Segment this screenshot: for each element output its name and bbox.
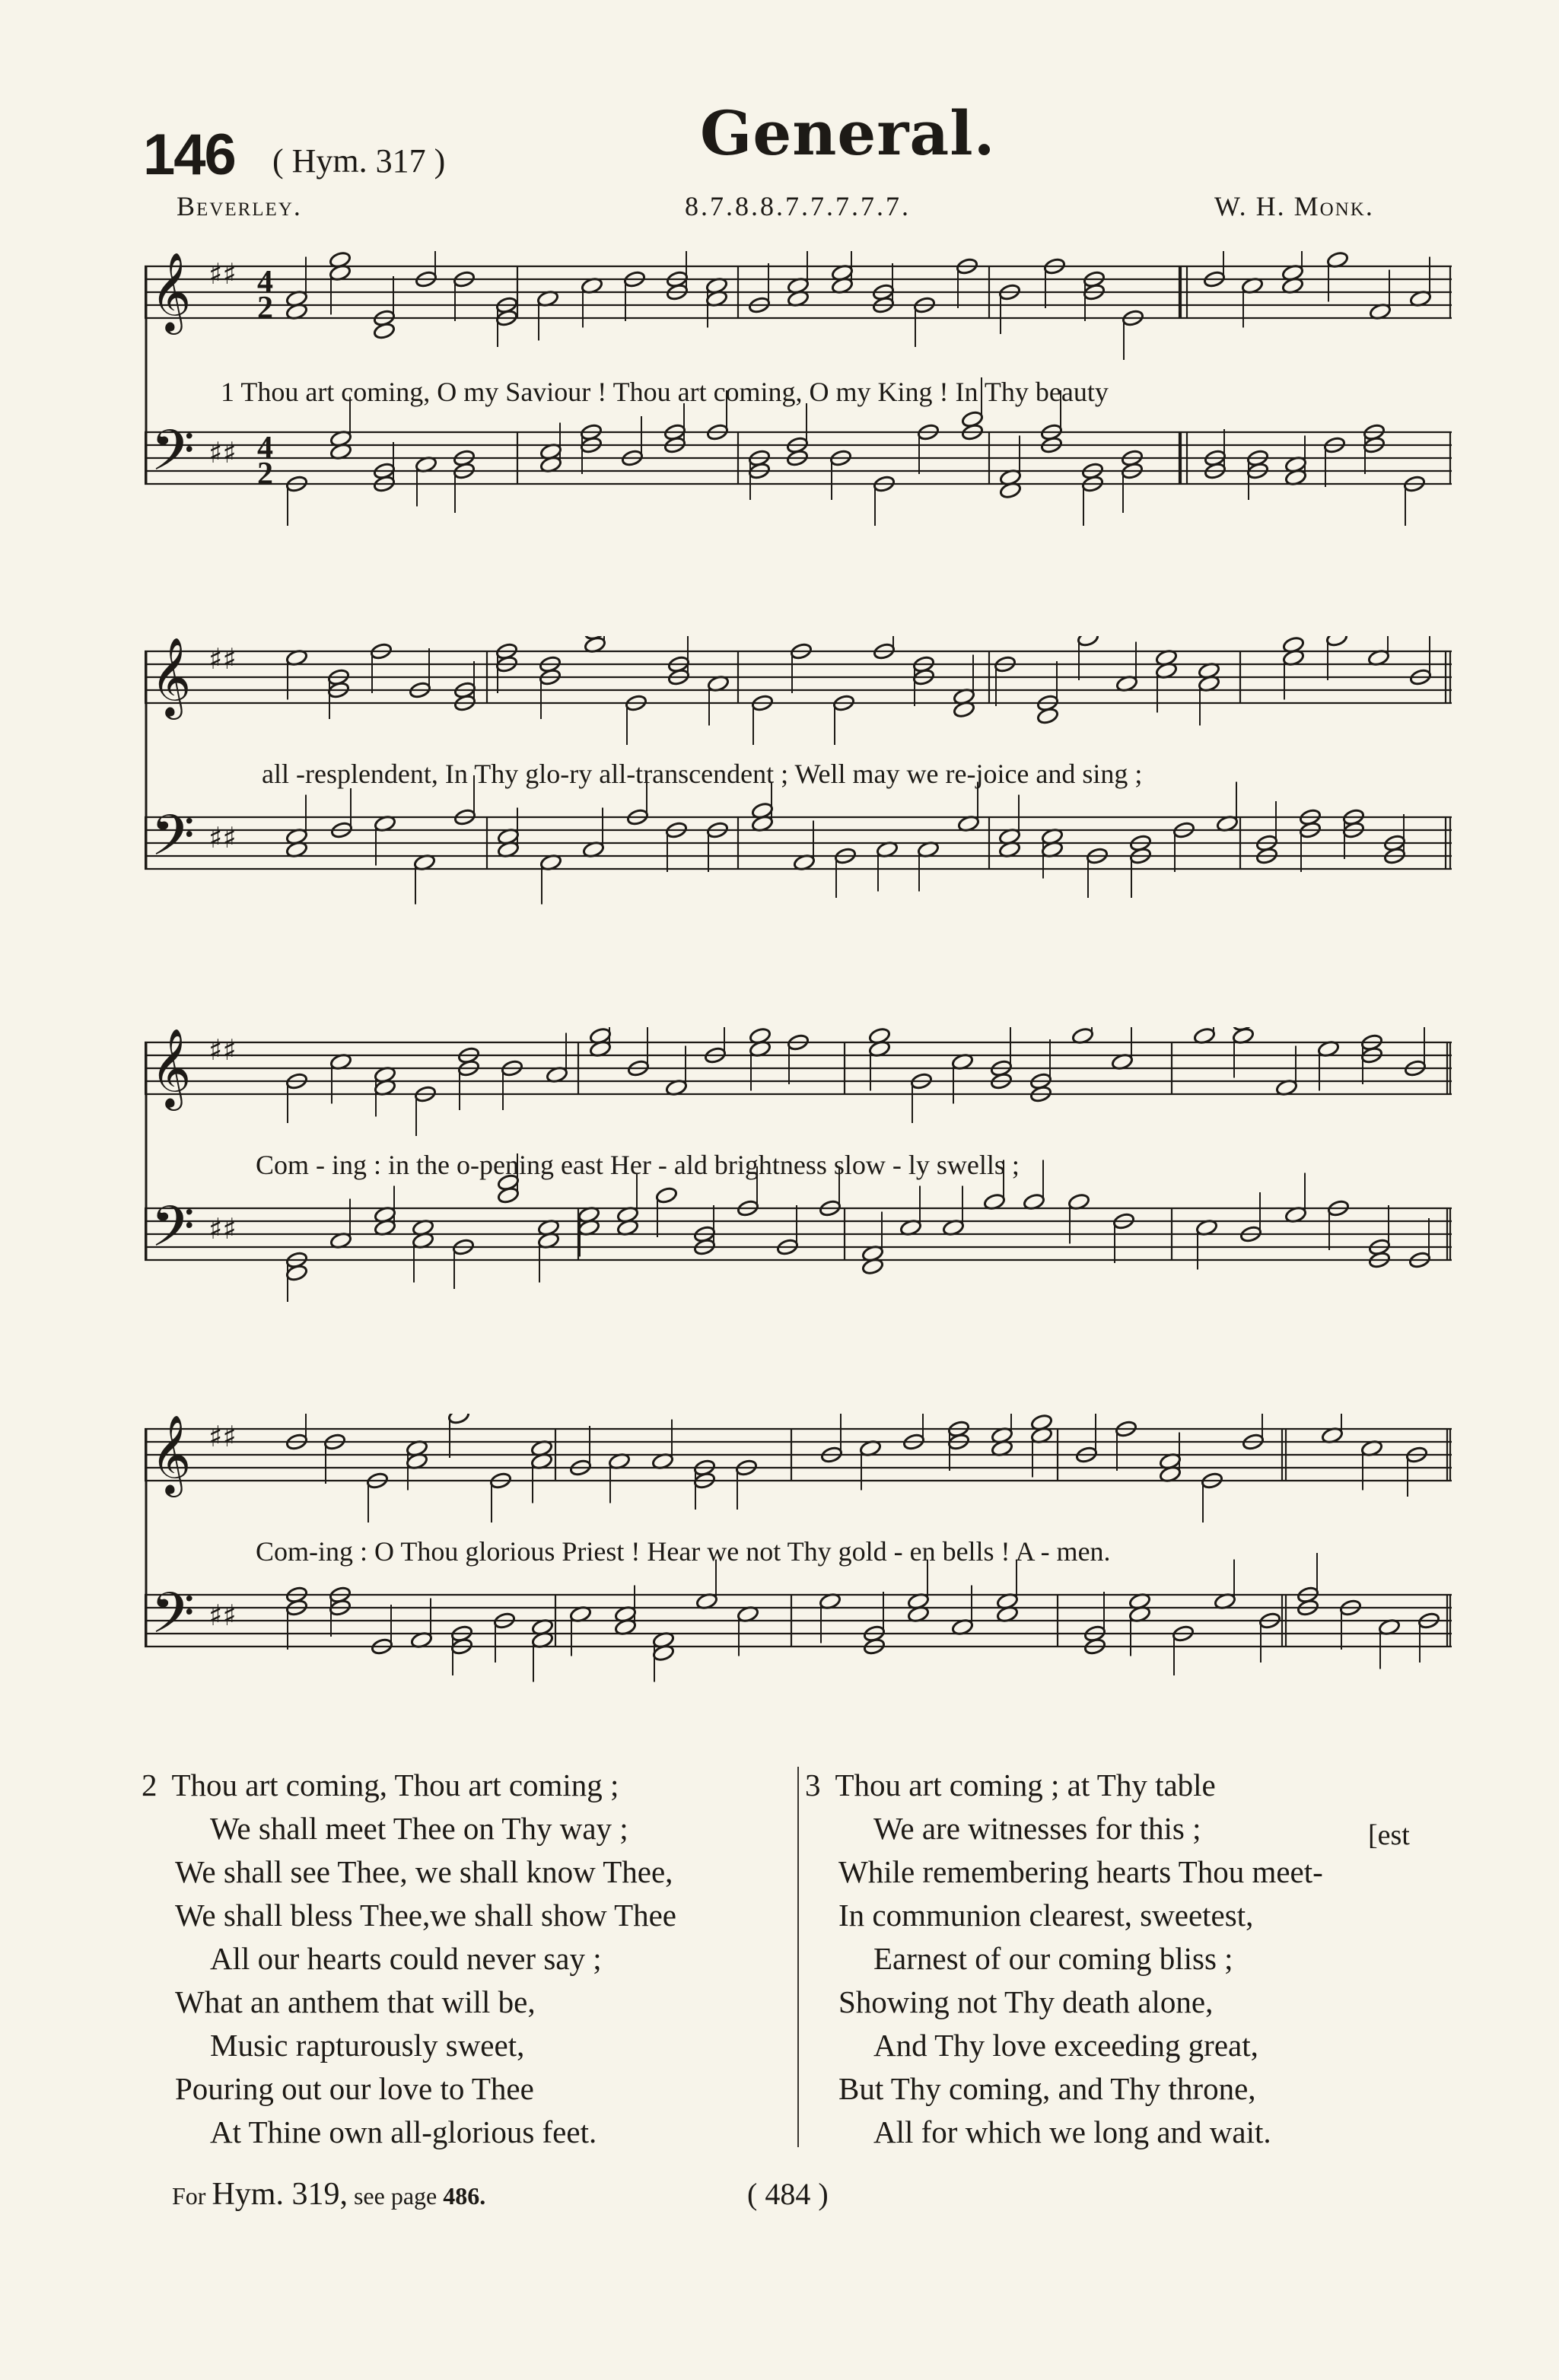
- footer-hymn-ref: Hym. 319,: [212, 2177, 348, 2212]
- verse-line: We shall see Thee, we shall know Thee,: [175, 1854, 673, 1889]
- verse-line: We shall meet Thee on Thy way ;: [210, 1811, 628, 1846]
- lyric-line-4: Com-ing : O Thou glorious Priest ! Hear we not Thy gold - en bells ! A - men.: [256, 1536, 1111, 1567]
- meter: 8.7.8.8.7.7.7.7.7.: [685, 191, 911, 221]
- tune-name: Beverley.: [177, 191, 302, 221]
- verse-line: We shall bless Thee,we shall show Thee: [175, 1898, 677, 1933]
- svg-text:𝄞: 𝄞: [151, 1028, 192, 1108]
- svg-text:𝄢: 𝄢: [151, 1580, 195, 1660]
- svg-text:4: 4: [257, 265, 273, 300]
- verse-number: 3: [805, 1768, 821, 1803]
- lyric-line-3: Com - ing : in the o-pening east Her - ald brightness slow - ly swells ;: [256, 1150, 1020, 1180]
- verse-line: Earnest of our coming bliss ;: [873, 1941, 1233, 1976]
- verse-line: All our hearts could never say ;: [210, 1941, 602, 1976]
- svg-text:♯♯: ♯♯: [208, 642, 237, 676]
- hymn-reference: ( Hym. 317 ): [272, 142, 446, 180]
- verse-line: And Thy love exceeding great,: [873, 2028, 1258, 2063]
- hymn-number: 146: [143, 123, 235, 187]
- footer-prefix: For: [172, 2182, 206, 2210]
- svg-text:♯♯: ♯♯: [208, 436, 237, 469]
- svg-text:♯♯: ♯♯: [208, 1033, 237, 1067]
- verse-line: Thou art coming, Thou art coming ;: [171, 1768, 619, 1803]
- svg-text:♯♯: ♯♯: [208, 821, 237, 854]
- svg-text:♯♯: ♯♯: [208, 257, 237, 291]
- footer-reference: [172, 2176, 485, 2213]
- section-title: General.: [700, 97, 996, 169]
- composer: W. H. Monk.: [1214, 191, 1374, 221]
- footer-see-page: 486.: [443, 2182, 486, 2210]
- svg-text:𝄢: 𝄢: [151, 1194, 195, 1274]
- verse-line: We are witnesses for this ;: [873, 1811, 1201, 1846]
- svg-text:𝄢: 𝄢: [151, 418, 195, 498]
- svg-text:♯♯: ♯♯: [208, 1599, 237, 1632]
- verse-line: Showing not Thy death alone,: [838, 1984, 1214, 2019]
- svg-text:𝄞: 𝄞: [151, 1414, 192, 1494]
- verse-3: [805, 1764, 1410, 2154]
- svg-text:𝄢: 𝄢: [151, 803, 195, 883]
- svg-text:𝄞: 𝄞: [151, 637, 192, 717]
- svg-text:2: 2: [257, 291, 273, 326]
- verse-line: What an anthem that will be,: [175, 1984, 536, 2019]
- verse-line: Music rapturously sweet,: [210, 2028, 525, 2063]
- bracket-continuation: [est: [1368, 1819, 1410, 1851]
- svg-text:4: 4: [257, 431, 273, 466]
- lyric-line-1: 1 Thou art coming, O my Saviour ! Thou art coming, O my King ! In Thy beauty: [221, 377, 1109, 407]
- verse-2: [142, 1764, 676, 2154]
- lyric-line-2: all -resplendent, In Thy glo-ry all-transcendent ; Well may we re-joice and sing ;: [262, 759, 1143, 789]
- verse-line: Thou art coming ; at Thy table: [835, 1768, 1216, 1803]
- verse-line: Pouring out our love to Thee: [175, 2071, 534, 2106]
- svg-text:𝄞: 𝄞: [151, 252, 192, 332]
- verse-line: In communion clearest, sweetest,: [838, 1898, 1254, 1933]
- svg-text:♯♯: ♯♯: [208, 1420, 237, 1453]
- footer-see-text: see page: [353, 2182, 437, 2210]
- column-divider: [797, 1767, 799, 2147]
- verse-line: At Thine own all-glorious feet.: [210, 2114, 597, 2149]
- verse-number: 2: [142, 1768, 157, 1803]
- page-number: ( 484 ): [747, 2177, 829, 2211]
- svg-text:♯♯: ♯♯: [208, 1212, 237, 1246]
- verse-line: But Thy coming, and Thy throne,: [838, 2071, 1256, 2106]
- verse-line: All for which we long and wait.: [873, 2114, 1271, 2149]
- svg-text:2: 2: [257, 457, 273, 492]
- verse-line: While remembering hearts Thou meet-: [838, 1854, 1323, 1889]
